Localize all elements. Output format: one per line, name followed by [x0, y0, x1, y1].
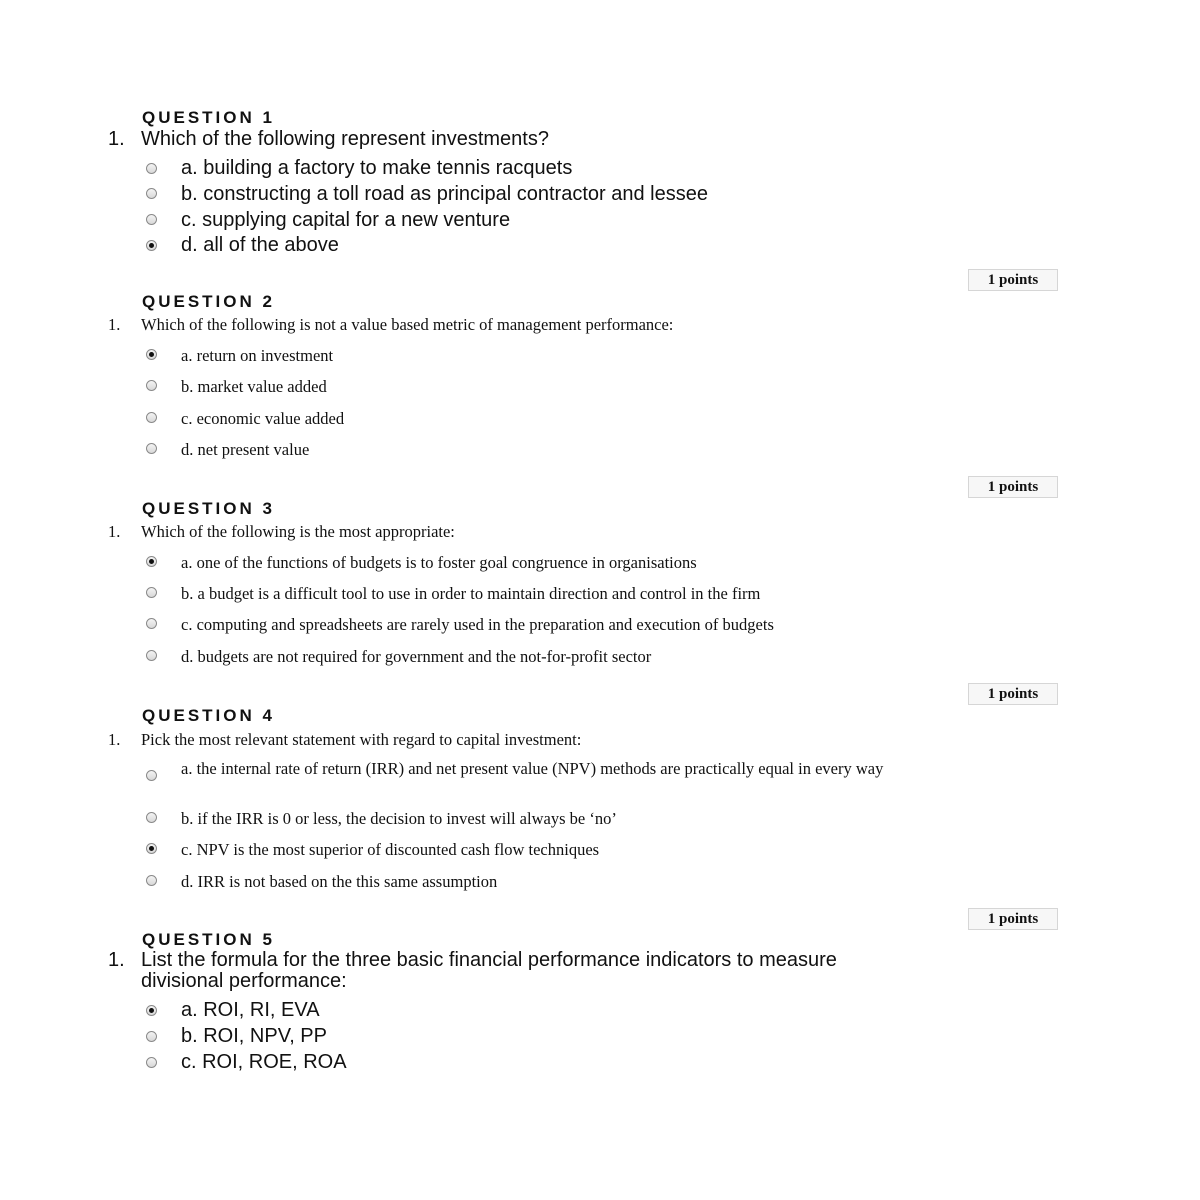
question-4-option-d-radio[interactable] [146, 875, 157, 886]
question-4-text: Pick the most relevant statement with regard to capital investment: [141, 730, 582, 749]
question-5-option-c-radio[interactable] [146, 1057, 157, 1068]
question-4-option-a-label[interactable]: a. the internal rate of return (IRR) and net present value (NPV) methods are practically equal in every way [181, 759, 884, 778]
question-2-number: 1. [108, 315, 121, 334]
question-2-text: Which of the following is not a value based metric of management performance: [141, 315, 674, 334]
question-5-option-b-radio[interactable] [146, 1031, 157, 1042]
question-3-text: Which of the following is the most appropriate: [141, 522, 455, 541]
question-2-option-b-label[interactable]: b. market value added [181, 377, 327, 396]
question-1-option-c-radio[interactable] [146, 214, 157, 225]
question-3-option-b-radio[interactable] [146, 587, 157, 598]
question-2-option-d-label[interactable]: d. net present value [181, 440, 310, 459]
question-4-option-c-label[interactable]: c. NPV is the most superior of discounted cash flow techniques [181, 840, 600, 859]
question-5-option-c-label[interactable]: c. ROI, ROE, ROA [181, 1051, 347, 1073]
question-2-option-d-radio[interactable] [146, 443, 157, 454]
question-3-option-a-radio[interactable] [146, 556, 157, 567]
question-4-option-b-radio[interactable] [146, 812, 157, 823]
question-2-option-a-radio[interactable] [146, 349, 157, 360]
question-3-option-d-radio[interactable] [146, 650, 157, 661]
question-4-number: 1. [108, 730, 121, 749]
question-1-option-a-radio[interactable] [146, 163, 157, 174]
question-3-option-c-radio[interactable] [146, 618, 157, 629]
question-3-option-a-label[interactable]: a. one of the functions of budgets is to foster goal congruence in organisations [181, 553, 697, 572]
question-4-points-badge: 1 points [968, 908, 1058, 930]
question-1-option-b-radio[interactable] [146, 188, 157, 199]
question-5-text-line-2: divisional performance: [141, 970, 347, 992]
question-5-option-a-radio[interactable] [146, 1005, 157, 1016]
question-3-option-b-label[interactable]: b. a budget is a difficult tool to use in order to maintain direction and control in the firm [181, 584, 761, 603]
question-2-option-b-radio[interactable] [146, 380, 157, 391]
question-1-option-d-radio[interactable] [146, 240, 157, 251]
question-4-title: QUESTION 4 [142, 706, 275, 725]
question-5-text-line-1: List the formula for the three basic financial performance indicators to measure [141, 949, 837, 971]
question-1-title: QUESTION 1 [142, 108, 275, 127]
question-4-option-a-radio[interactable] [146, 770, 157, 781]
question-2-option-c-label[interactable]: c. economic value added [181, 409, 345, 428]
question-3-option-d-label[interactable]: d. budgets are not required for government and the not-for-profit sector [181, 647, 652, 666]
question-2-option-c-radio[interactable] [146, 412, 157, 423]
question-3-option-c-label[interactable]: c. computing and spreadsheets are rarely used in the preparation and execution of budgets [181, 615, 774, 634]
question-1-text: Which of the following represent investments? [141, 128, 549, 150]
question-5-option-b-label[interactable]: b. ROI, NPV, PP [181, 1025, 327, 1047]
question-3-number: 1. [108, 522, 121, 541]
question-1-option-d-label[interactable]: d. all of the above [181, 234, 339, 256]
question-1-option-b-label[interactable]: b. constructing a toll road as principal contractor and lessee [181, 183, 708, 205]
question-5-number: 1. [108, 949, 125, 971]
question-1-number: 1. [108, 128, 125, 150]
question-2-points-badge: 1 points [968, 476, 1058, 498]
question-3-points-badge: 1 points [968, 683, 1058, 705]
question-5-option-a-label[interactable]: a. ROI, RI, EVA [181, 999, 320, 1021]
question-1-points-badge: 1 points [968, 269, 1058, 291]
question-3-title: QUESTION 3 [142, 499, 275, 518]
question-1-option-c-label[interactable]: c. supplying capital for a new venture [181, 209, 511, 231]
question-5-title: QUESTION 5 [142, 930, 275, 949]
question-2-option-a-label[interactable]: a. return on investment [181, 346, 334, 365]
question-1-option-a-label[interactable]: a. building a factory to make tennis racquets [181, 157, 573, 179]
question-4-option-c-radio[interactable] [146, 843, 157, 854]
question-4-option-d-label[interactable]: d. IRR is not based on the this same assumption [181, 872, 498, 891]
question-2-title: QUESTION 2 [142, 292, 275, 311]
question-4-option-b-label[interactable]: b. if the IRR is 0 or less, the decision to invest will always be ‘no’ [181, 809, 617, 828]
